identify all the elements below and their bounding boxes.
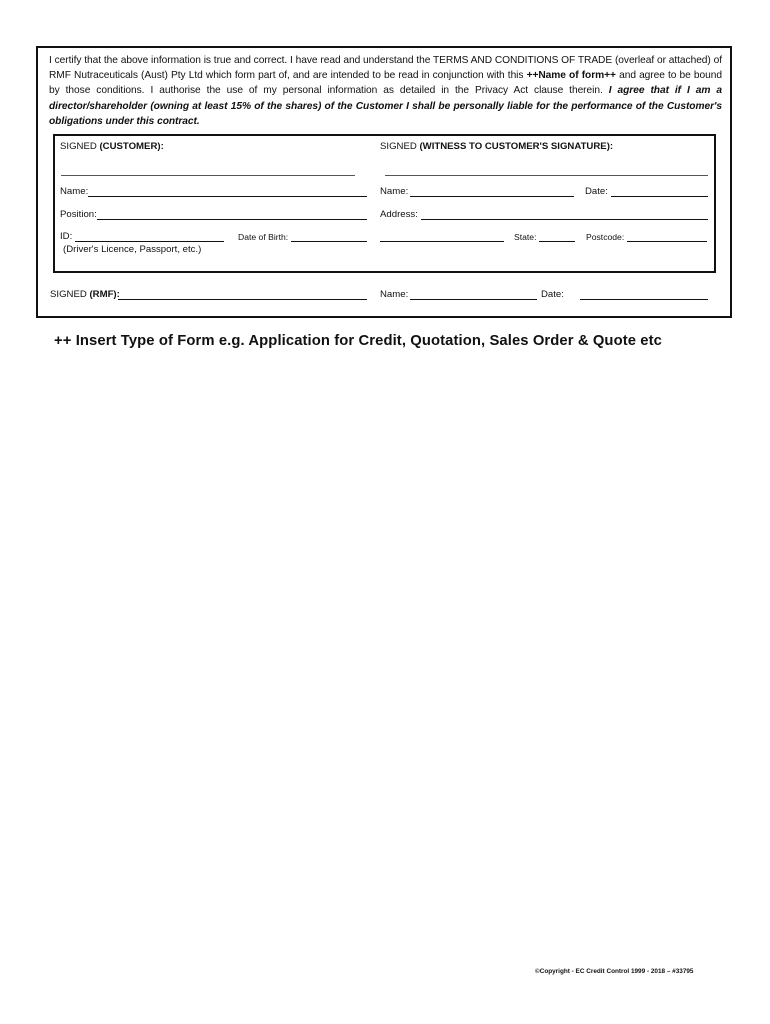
customer-name-field[interactable]: [88, 196, 367, 197]
rmf-date-label: Date:: [541, 289, 564, 300]
witness-name-label: Name:: [380, 186, 409, 197]
customer-id-label: ID:: [60, 231, 73, 242]
customer-dob-label: Date of Birth:: [238, 232, 289, 242]
witness-postcode-label: Postcode:: [586, 232, 625, 242]
witness-state-label: State:: [514, 232, 537, 242]
rmf-name-label: Name:: [380, 289, 409, 300]
customer-name-label: Name:: [60, 186, 89, 197]
customer-position-label: Position:: [60, 209, 97, 220]
form-name-placeholder: ++Name of form++: [526, 70, 616, 82]
customer-id-field[interactable]: [75, 241, 224, 242]
rmf-signed-label: SIGNED (RMF):: [50, 289, 120, 300]
witness-date-label: Date:: [585, 186, 608, 197]
certification-text-continued: and agree to be bound by those conditions. I authorise the use of my personal information as detailed in the Privacy Act clause therein.: [49, 70, 722, 97]
witness-name-field[interactable]: [410, 196, 574, 197]
customer-signature-line[interactable]: [61, 175, 355, 176]
witness-signature-line[interactable]: [385, 175, 708, 176]
witness-address-field[interactable]: [421, 219, 708, 220]
rmf-signature-line[interactable]: [118, 299, 367, 300]
rmf-name-field[interactable]: [410, 299, 537, 300]
customer-id-hint: (Driver's Licence, Passport, etc.): [63, 244, 202, 255]
witness-state-field[interactable]: [539, 241, 575, 242]
witness-address-label: Address:: [380, 209, 418, 220]
customer-signed-label: SIGNED (CUSTOMER):: [60, 141, 164, 152]
certification-text: I certify that the above information is true and correct. I have read and understand the TERMS AND CONDITIONS OF TRADE (overleaf or attached) of RMF Nutraceuticals (Aust) Pty Ltd which form part of, and are intended to be read in conjunction with this: [49, 55, 722, 82]
form-type-footnote: ++ Insert Type of Form e.g. Application for Credit, Quotation, Sales Order & Quote etc: [54, 333, 662, 349]
witness-address-line-2[interactable]: [380, 241, 504, 242]
witness-date-field[interactable]: [611, 196, 708, 197]
customer-position-field[interactable]: [97, 219, 367, 220]
witness-postcode-field[interactable]: [627, 241, 707, 242]
witness-signed-label: SIGNED (WITNESS TO CUSTOMER'S SIGNATURE):: [380, 141, 614, 152]
copyright-notice: ©Copyright - EC Credit Control 1999 - 2018 – #33795: [535, 968, 694, 975]
rmf-date-field[interactable]: [580, 299, 708, 300]
certification-statement: [49, 53, 722, 129]
customer-dob-field[interactable]: [291, 241, 367, 242]
director-liability-clause: I agree that if I am a director/shareholder (owning at least 15% of the shares) of the Customer I shall be personally liable for the performance of the Customer's obligations under this contract.: [49, 85, 723, 127]
